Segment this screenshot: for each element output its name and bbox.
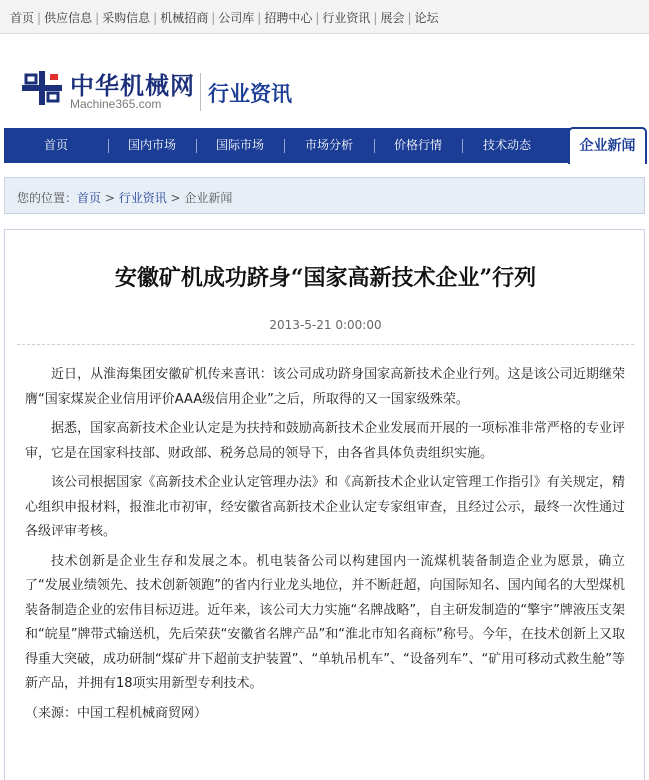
header-divider [200,73,201,111]
top-link-purchase[interactable]: 采购信息 [102,11,151,25]
article-paragraph: 近日，从淮海集团安徽矿机传来喜讯：该公司成功跻身国家高新技术企业行列。这是该公司近期继荣膺“国家煤炭企业信用评价AAA级信用企业”之后，所取得的又一国家级殊荣。 [25,367,625,407]
nav-item-price-trends[interactable]: 价格行情 [393,138,442,152]
main-nav [4,128,645,163]
nav-item-company-news[interactable]: 企业新闻 [568,127,647,164]
nav-item-tech-news[interactable]: 技术动态 [482,138,531,152]
article-body [25,363,625,731]
breadcrumb-home[interactable]: 首页 [77,191,102,205]
nav-item-international-market[interactable]: 国际市场 [215,138,264,152]
nav-item-market-analysis[interactable]: 市场分析 [304,138,353,152]
top-link-supply[interactable]: 供应信息 [44,11,93,25]
nav-item-domestic-market[interactable]: 国内市场 [127,138,176,152]
breadcrumb-prefix: 您的位置： [17,191,78,205]
top-link-companies[interactable]: 公司库 [218,11,255,25]
nav-item-home[interactable]: 首页 [43,138,68,152]
section-title: 行业资讯 [208,82,292,106]
article-container [4,229,645,780]
top-link-forum[interactable]: 论坛 [414,11,439,25]
article-source: （来源：中国工程机械商贸网） [25,705,208,721]
top-link-home[interactable]: 首页 [10,11,35,25]
top-link-expo[interactable]: 展会 [380,11,405,25]
top-link-investment[interactable]: 机械招商 [160,11,209,25]
site-header [0,35,649,127]
breadcrumb-separator: > [166,191,185,205]
logo-icon[interactable] [20,69,64,107]
top-link-jobs[interactable]: 招聘中心 [264,11,313,25]
breadcrumb-section[interactable]: 行业资讯 [118,191,167,205]
top-links: 首页 | 供应信息 | 采购信息 | 机械招商 | 公司库 | 招聘中心 | 行业资讯 | 展会 | 论坛 [10,11,439,25]
top-link-news[interactable]: 行业资讯 [322,11,371,25]
article-date: 2013-5-21 0:00:00 [269,318,382,332]
logo-chinese-name[interactable]: 中华机械网 [70,71,195,100]
article-paragraph: 该公司根据国家《高新技术企业认定管理办法》和《高新技术企业认定管理工作指引》有关规定，精心组织申报材料，报淮北市初审，经安徽省高新技术企业认定专家组审查，且经过公示，最终一次性通过各级评审考核。 [25,475,625,539]
article-title: 安徽矿机成功跻身“国家高新技术企业”行列 [114,265,537,291]
breadcrumb-separator: > [101,191,119,205]
article-paragraph: 据悉，国家高新技术企业认定是为扶持和鼓励高新技术企业发展而开展的一项标准非常严格的专业评审，它是在国家科技部、财政部、税务总局的领导下，由各省具体负责组织实施。 [25,421,625,461]
article-divider [17,344,634,345]
article-paragraph: 技术创新是企业生存和发展之本。机电装备公司以构建国内一流煤机装备制造企业为愿景，确立了“发展业绩领先、技术创新领跑”的省内行业龙头地位，并不断赶超，向国际知名、国内闻名的大型煤机装备制造企业的宏伟目标迈进。近年来，该公司大力实施“名牌战略”，自主研发制造的“擎宇”牌液压支架和“皖星”牌带式输送机，先后荣获“安徽省名牌产品”和“淮北市知名商标”称号。今年，在技术创新上又取得重大突破，成功研制“煤矿井下超前支护装置”、“单轨吊机车”、“设备列车”、“矿用可移动式救生舱”等新产品，并拥有18项实用新型专利技术。 [25,553,625,691]
breadcrumb [4,177,645,214]
breadcrumb-current: 企业新闻 [184,191,233,205]
top-links-bar [0,0,649,34]
logo-domain: Machine365.com [70,97,162,111]
